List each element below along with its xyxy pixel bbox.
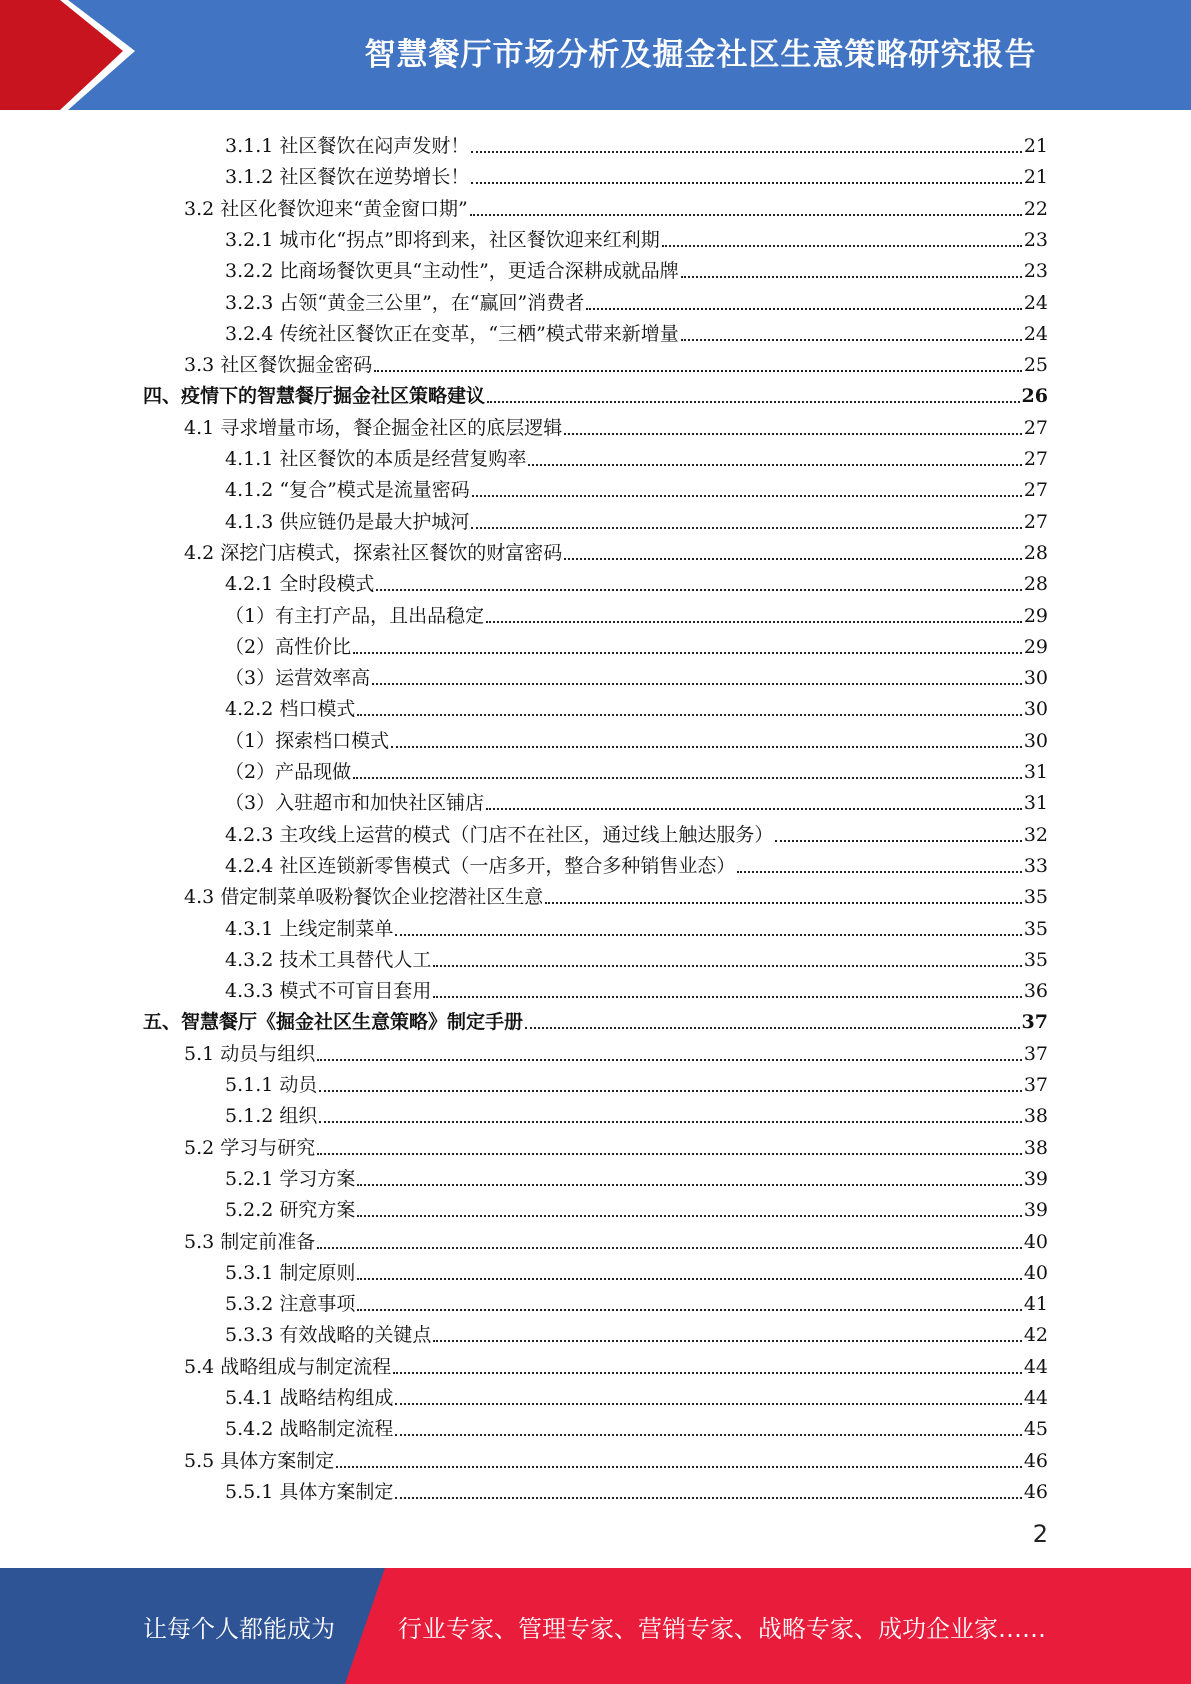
toc-leader-dots (486, 808, 1022, 810)
toc-entry-page: 45 (1023, 1418, 1048, 1441)
toc-leader-dots (395, 1403, 1021, 1405)
toc-entry[interactable] (225, 754, 1048, 785)
toc-entry-page: 38 (1023, 1105, 1048, 1128)
toc-entry[interactable] (225, 1098, 1048, 1129)
toc-entry-page: 42 (1023, 1324, 1048, 1347)
toc-leader-dots (586, 308, 1022, 310)
toc-entry[interactable] (225, 128, 1048, 159)
toc-entry[interactable] (184, 191, 1048, 222)
toc-entry-page: 37 (1023, 1042, 1048, 1065)
header-chevron-icon (0, 0, 170, 110)
toc-entry[interactable] (143, 1004, 1048, 1035)
toc-entry[interactable] (225, 566, 1048, 597)
toc-entry-title: 5.4.2 战略制定流程 (225, 1418, 394, 1441)
toc-entry-page: 46 (1023, 1449, 1048, 1472)
toc-entry-page: 46 (1023, 1480, 1048, 1503)
toc-leader-dots (472, 495, 1022, 497)
toc-entry-page: 27 (1023, 510, 1048, 533)
toc-entry-page: 44 (1023, 1355, 1048, 1378)
toc-entry-title: 4.1.2 “复合”模式是流量密码 (225, 479, 470, 502)
toc-entry[interactable] (225, 723, 1048, 754)
toc-entry-page: 25 (1023, 354, 1048, 377)
toc-leader-dots (471, 182, 1021, 184)
toc-leader-dots (376, 589, 1021, 591)
toc-entry-title: 4.3.3 模式不可盲目套用 (225, 980, 432, 1003)
toc-entry-title: 5.1 动员与组织 (184, 1042, 316, 1065)
toc-entry-title: 5.4.1 战略结构组成 (225, 1387, 394, 1409)
toc-entry-title: 5.2.2 研究方案 (225, 1199, 356, 1222)
toc-leader-dots (525, 1027, 1020, 1029)
toc-leader-dots (486, 621, 1022, 623)
toc-leader-dots (564, 558, 1022, 560)
toc-entry[interactable] (225, 598, 1048, 629)
toc-leader-dots (433, 1340, 1021, 1342)
toc-entry-title: 3.2.1 城市化“拐点”即将到来，社区餐饮迎来红利期 (225, 228, 660, 251)
page-footer (0, 1568, 1191, 1684)
toc-entry[interactable] (225, 253, 1048, 284)
toc-entry-title: 四、疫情下的智慧餐厅掘金社区策略建议 (143, 385, 486, 408)
toc-entry-page: 32 (1023, 823, 1048, 846)
header-title: 智慧餐厅市场分析及掘金社区生意策略研究报告 (364, 36, 1037, 73)
toc-leader-dots (395, 934, 1021, 936)
toc-leader-dots (353, 652, 1022, 654)
toc-leader-dots (471, 151, 1021, 153)
toc-entry-page: 35 (1023, 886, 1048, 909)
toc-entry-page: 38 (1023, 1136, 1048, 1159)
toc-leader-dots (528, 464, 1021, 466)
footer-slogan-right: 行业专家、管理专家、营销专家、战略专家、成功企业家…… (398, 1614, 1046, 1643)
toc-leader-dots (317, 1153, 1022, 1155)
toc-entry-page: 30 (1023, 729, 1048, 752)
toc-entry-title: （2）产品现做 (225, 761, 352, 783)
toc-entry-title: 5.3.1 制定原则 (225, 1261, 356, 1284)
toc-entry[interactable] (184, 347, 1048, 378)
toc-entry-page: 29 (1023, 604, 1048, 627)
toc-entry-title: （1）探索档口模式 (225, 729, 390, 752)
toc-entry[interactable] (225, 285, 1048, 316)
toc-entry-page: 41 (1023, 1293, 1048, 1316)
toc-leader-dots (336, 1466, 1022, 1468)
toc-entry-page: 40 (1023, 1230, 1048, 1253)
toc-entry-title: 5.4 战略组成与制定流程 (184, 1355, 392, 1378)
toc-leader-dots (374, 370, 1022, 372)
toc-entry[interactable] (225, 316, 1048, 347)
toc-entry-title: 4.1.1 社区餐饮的本质是经营复购率 (225, 448, 527, 470)
toc-leader-dots (391, 746, 1022, 748)
toc-entry-title: （3）入驻超市和加快社区铺店 (225, 792, 485, 815)
toc-entry-page: 37 (1021, 1011, 1048, 1034)
toc-entry[interactable] (184, 410, 1048, 441)
toc-entry-title: 4.3.2 技术工具替代人工 (225, 948, 432, 971)
toc-leader-dots (662, 245, 1022, 247)
toc-entry-page: 27 (1023, 416, 1048, 439)
toc-entry-page: 39 (1023, 1199, 1048, 1222)
toc-entry[interactable] (184, 535, 1048, 566)
toc-entry[interactable] (225, 472, 1048, 503)
toc-entry-page: 36 (1023, 980, 1048, 1003)
toc-leader-dots (393, 1372, 1022, 1374)
toc-entry[interactable] (184, 1224, 1048, 1255)
toc-entry[interactable] (225, 942, 1048, 973)
toc-entry[interactable] (225, 785, 1048, 816)
toc-leader-dots (433, 996, 1021, 998)
toc-entry-page: 40 (1023, 1261, 1048, 1284)
toc-entry-page: 21 (1023, 135, 1048, 157)
toc-entry-title: 4.2.3 主攻线上运营的模式（门店不在社区，通过线上触达服务） (225, 823, 774, 846)
toc-entry[interactable] (225, 691, 1048, 722)
toc-entry[interactable] (225, 159, 1048, 190)
toc-entry-page: 29 (1023, 635, 1048, 658)
toc-entry-title: 5.3 制定前准备 (184, 1230, 316, 1253)
toc-entry[interactable] (225, 973, 1048, 1004)
toc-entry-title: 3.2.4 传统社区餐饮正在变革，“三栖”模式带来新增量 (225, 322, 679, 345)
toc-leader-dots (564, 433, 1022, 435)
toc-entry-page: 22 (1023, 197, 1048, 220)
toc-leader-dots (681, 339, 1022, 341)
toc-leader-dots (681, 276, 1022, 278)
toc-entry-page: 37 (1023, 1074, 1048, 1096)
toc-entry-title: 4.1 寻求增量市场，餐企掘金社区的底层逻辑 (184, 416, 563, 439)
page-number: 2 (1032, 1520, 1048, 1548)
toc-entry-page: 31 (1023, 792, 1048, 815)
toc-entry[interactable] (184, 879, 1048, 910)
toc-leader-dots (487, 401, 1020, 403)
toc-entry[interactable] (143, 378, 1048, 409)
toc-entry-page: 30 (1023, 698, 1048, 721)
toc-entry-page: 44 (1023, 1387, 1048, 1409)
toc-entry-page: 27 (1023, 479, 1048, 502)
toc-entry[interactable] (184, 1443, 1048, 1474)
toc-entry[interactable] (225, 629, 1048, 660)
page-header (0, 0, 1191, 110)
toc-entry[interactable] (225, 1192, 1048, 1223)
toc-leader-dots (357, 714, 1021, 716)
toc-entry-page: 35 (1023, 948, 1048, 971)
toc-entry-title: 5.2.1 学习方案 (225, 1167, 356, 1190)
toc-entry-title: 4.2.4 社区连锁新零售模式（一店多开，整合多种销售业态） (225, 854, 736, 877)
toc-entry-title: 五、智慧餐厅《掘金社区生意策略》制定手册 (143, 1011, 524, 1034)
toc-entry-page: 35 (1023, 917, 1048, 940)
toc-entry-title: 5.1.1 动员 (225, 1074, 318, 1096)
toc-leader-dots (357, 1309, 1021, 1311)
toc-entry-title: 4.2 深挖门店模式，探索社区餐饮的财富密码 (184, 541, 563, 564)
toc-entry-title: 4.2.2 档口模式 (225, 698, 356, 721)
toc-entry[interactable] (225, 1317, 1048, 1348)
toc-entry-page: 39 (1023, 1167, 1048, 1190)
toc-entry-title: 4.1.3 供应链仍是最大护城河 (225, 510, 470, 533)
footer-slogan-left: 让每个人都能成为 (143, 1614, 335, 1643)
toc-leader-dots (471, 527, 1021, 529)
toc-entry-page: 26 (1021, 385, 1048, 408)
toc-leader-dots (353, 777, 1022, 779)
toc-leader-dots (775, 840, 1021, 842)
toc-entry[interactable] (225, 504, 1048, 535)
toc-entry[interactable] (184, 1036, 1048, 1067)
toc-entry-page: 27 (1023, 448, 1048, 470)
toc-entry[interactable] (225, 441, 1048, 472)
toc-leader-dots (357, 1184, 1021, 1186)
toc-entry-title: 5.3.2 注意事项 (225, 1293, 356, 1316)
toc-entry[interactable] (225, 222, 1048, 253)
toc-entry-title: 3.2.2 比商场餐饮更具“主动性”，更适合深耕成就品牌 (225, 260, 679, 283)
toc-leader-dots (317, 1247, 1022, 1249)
toc-entry-title: 4.3 借定制菜单吸粉餐饮企业挖潜社区生意 (184, 886, 544, 909)
toc-leader-dots (372, 683, 1022, 685)
toc-entry-page: 23 (1023, 260, 1048, 283)
toc-entry[interactable] (225, 1474, 1048, 1505)
toc-leader-dots (737, 871, 1021, 873)
toc-entry-title: 3.1.1 社区餐饮在闷声发财！ (225, 135, 470, 157)
toc-entry-page: 24 (1023, 322, 1048, 345)
toc-leader-dots (319, 1090, 1021, 1092)
toc-entry-title: （1）有主打产品，且出品稳定 (225, 604, 485, 627)
toc-entry[interactable] (225, 1161, 1048, 1192)
toc-entry-page: 23 (1023, 228, 1048, 251)
toc-entry[interactable] (225, 1286, 1048, 1317)
toc-entry[interactable] (184, 1349, 1048, 1380)
toc-entry-title: 3.2.3 占领“黄金三公里”，在“赢回”消费者 (225, 291, 585, 314)
toc-leader-dots (433, 965, 1021, 967)
toc-entry[interactable] (225, 1067, 1048, 1098)
toc-entry-page: 28 (1023, 541, 1048, 564)
toc-leader-dots (545, 902, 1022, 904)
toc-entry-page: 33 (1023, 854, 1048, 877)
toc-entry[interactable] (225, 817, 1048, 848)
toc-leader-dots (357, 1215, 1021, 1217)
toc-entry-title: 5.3.3 有效战略的关键点 (225, 1324, 432, 1347)
toc-entry-title: 4.2.1 全时段模式 (225, 573, 375, 596)
toc-entry-page: 24 (1023, 291, 1048, 314)
toc-entry-title: 4.3.1 上线定制菜单 (225, 917, 394, 940)
toc-entry[interactable] (225, 848, 1048, 879)
toc-leader-dots (470, 214, 1022, 216)
toc-entry[interactable] (184, 1130, 1048, 1161)
toc-entry-title: 3.1.2 社区餐饮在逆势增长！ (225, 166, 470, 189)
toc-entry-page: 28 (1023, 573, 1048, 596)
toc-entry[interactable] (225, 1255, 1048, 1286)
toc-entry-page: 21 (1023, 166, 1048, 189)
toc-leader-dots (357, 1278, 1021, 1280)
toc-leader-dots (395, 1497, 1021, 1499)
toc-entry-title: 3.2 社区化餐饮迎来“黄金窗口期” (184, 197, 468, 220)
toc-leader-dots (317, 1059, 1022, 1061)
toc-entry-title: （3）运营效率高 (225, 667, 371, 690)
toc-entry-title: 5.1.2 组织 (225, 1105, 318, 1128)
toc-entry-title: 5.5 具体方案制定 (184, 1449, 335, 1472)
toc-entry-title: 5.5.1 具体方案制定 (225, 1480, 394, 1503)
toc-leader-dots (319, 1121, 1021, 1123)
toc-entry-page: 30 (1023, 667, 1048, 690)
toc-leader-dots (395, 1434, 1021, 1436)
toc-entry-title: 3.3 社区餐饮掘金密码 (184, 354, 373, 377)
toc-entry[interactable] (225, 1380, 1048, 1411)
toc-entry[interactable] (225, 1411, 1048, 1442)
toc-entry-page: 31 (1023, 761, 1048, 783)
toc-entry-title: （2）高性价比 (225, 635, 352, 658)
toc-entry[interactable] (225, 660, 1048, 691)
toc-entry[interactable] (225, 911, 1048, 942)
toc-entry-title: 5.2 学习与研究 (184, 1136, 316, 1159)
